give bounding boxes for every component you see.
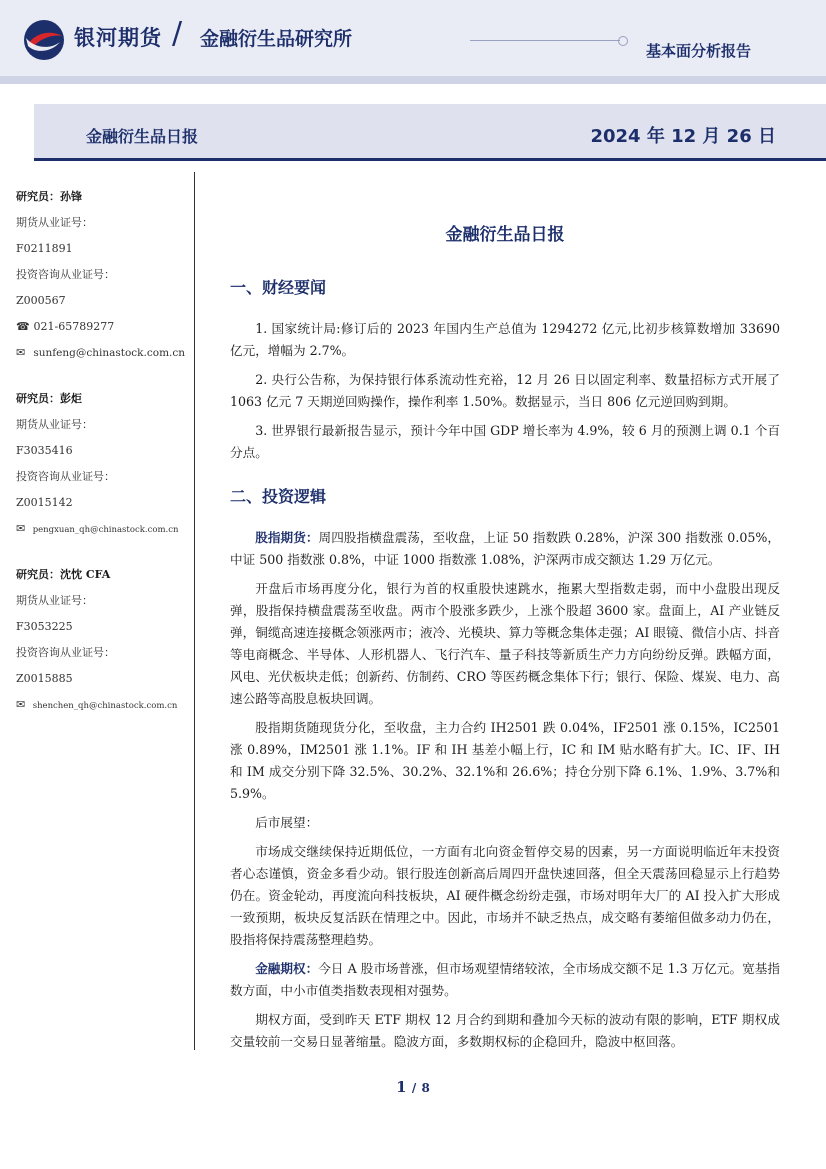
consult-license-id: Z000567 (16, 294, 66, 307)
options-text: 今日 A 股市场普涨，但市场观望情绪较浓，全市场成交额不足 1.3 万亿元。宽基指数方面，中小市值类指数表现相对强势。 (230, 961, 781, 998)
phone-number: 021-65789277 (33, 320, 115, 333)
total-pages: 8 (421, 1081, 430, 1095)
email-address[interactable]: shenchen_qh@chinastock.com.cn (32, 701, 178, 711)
report-date: 2024 年 12 月 26 日 (590, 126, 776, 147)
email-row (16, 522, 188, 548)
futures-license-id: F3035416 (16, 444, 73, 457)
outlook-paragraph: 市场成交继续保持近期低位，一方面有北向资金暂停交易的因素，另一方面说明临近年末投资者心态谨慎，资金多看少动。银行股连创新高后周四开盘快速回落，但全天震荡回稳显示上行趋势仍在。资金轮动，再度流向科技板块，AI 硬件概念纷纷走强，市场对明年大厂的 AI 投入扩大形成一致预期，板块反复活跃在情理之中。因此，市场并不缺乏热点，成交略有萎缩但做多动力仍在，股指将保持震荡整理趋势。 (230, 844, 780, 947)
futures-license-label: 期货从业证号： (16, 216, 93, 229)
consult-license-id: Z0015142 (16, 496, 73, 509)
institute-name: 金融衍生品研究所 (200, 28, 353, 50)
title-band-rule (34, 158, 826, 161)
market-review-paragraph: 开盘后市场再度分化，银行为首的权重股快速跳水，拖累大型指数走弱，而中小盘股出现反弹，股指保持横盘震荡至收盘。两市个股涨多跌少，上涨个股超 3600 家。盘面上，AI 产业链反弹，铜缆高速连接概念领涨两市；液冷、光模块、算力等概念集体走强；AI 眼镜、微信小店、抖音等电商概念、半导体、人形机器人、飞行汽车、量子科技等新质生产力方向纷纷反弹。跌幅方面，风电、光伏板块走低；创新药、仿制药、CRO 等医药概念集体下行；银行、保险、煤炭、电力、高速公路等高股息板块回调。 (230, 581, 780, 706)
column-divider (194, 172, 195, 1050)
email-row (16, 346, 188, 372)
options-volatility-paragraph: 期权方面，受到昨天 ETF 期权 12 月合约到期和叠加今天标的波动有限的影响，ETF 期权成交量较前一交易日显著缩量。隐波方面，多数期权标的企稳回升，隐波中枢回落。 (230, 1012, 780, 1049)
index-futures-lead: 股指期货： (255, 530, 319, 545)
options-paragraph (230, 958, 780, 1002)
futures-license-label: 期货从业证号： (16, 594, 93, 607)
index-futures-text: 周四股指横盘震荡，至收盘，上证 50 指数跌 0.28%，沪深 300 指数涨 0.05%，中证 500 指数涨 0.8%，中证 1000 指数涨 1.08%，沪深两市成交额达 1.29 万亿元。 (230, 530, 780, 567)
futures-license-id: F0211891 (16, 242, 73, 255)
consult-license-id: Z0015885 (16, 672, 73, 685)
outlook-label: 后市展望： (255, 815, 319, 830)
brand-separator: / (172, 16, 183, 51)
section-heading-news: 一、财经要闻 (230, 278, 327, 297)
email-icon: ✉ (16, 522, 26, 535)
analyst-name: 研究员：沈忱 CFA (16, 568, 111, 581)
page-number (0, 1078, 826, 1096)
report-type: 基本面分析报告 (646, 42, 752, 60)
galaxy-logo-icon (22, 18, 66, 62)
email-icon: ✉ (16, 346, 26, 359)
phone-icon: ☎ (16, 320, 30, 333)
index-futures-paragraph (230, 527, 780, 571)
analyst-block (16, 392, 188, 548)
email-icon: ✉ (16, 698, 26, 711)
current-page: 1 (396, 1078, 407, 1096)
news-item: 1. 国家统计局:修订后的 2023 年国内生产总值为 1294272 亿元,比初步核算数增加 33690 亿元，增幅为 2.7%。 (230, 321, 780, 358)
section-heading-logic: 二、投资逻辑 (230, 487, 327, 506)
document-title: 金融衍生品日报 (445, 225, 565, 245)
consult-license-label: 投资咨询从业证号： (16, 646, 115, 659)
analyst-sidebar (16, 190, 188, 724)
report-series-label: 金融衍生品日报 (86, 127, 199, 146)
main-content (230, 220, 780, 1060)
phone-row (16, 320, 188, 346)
decorative-circle (618, 36, 628, 46)
decorative-line (470, 40, 620, 41)
futures-license-id: F3053225 (16, 620, 73, 633)
analyst-name: 研究员：孙锋 (16, 190, 82, 203)
header-stripe (0, 76, 826, 84)
futures-license-label: 期货从业证号： (16, 418, 93, 431)
consult-license-label: 投资咨询从业证号： (16, 470, 115, 483)
news-item: 3. 世界银行最新报告显示，预计今年中国 GDP 增长率为 4.9%，较 6 月的预测上调 0.1 个百分点。 (230, 423, 780, 460)
analyst-block (16, 568, 188, 724)
futures-contracts-paragraph: 股指期货随现货分化，至收盘，主力合约 IH2501 跌 0.04%，IF2501 涨 0.15%，IC2501 涨 0.89%，IM2501 涨 1.1%。IF 和 IH 基差小幅上行，IC 和 IM 贴水略有扩大。IC、IF、IH 和 IM 成交分别下降 32.5%、30.2%、32.1%和 26.6%；持仓分别下降 6.1%、1.9%、3.7%和 5.9%。 (230, 720, 780, 801)
email-address[interactable]: sunfeng@chinastock.com.cn (33, 347, 186, 359)
consult-license-label: 投资咨询从业证号： (16, 268, 115, 281)
page-separator: / (411, 1081, 417, 1095)
email-row (16, 698, 188, 724)
analyst-block (16, 190, 188, 372)
options-lead: 金融期权： (255, 961, 319, 976)
news-item: 2. 央行公告称，为保持银行体系流动性充裕，12 月 26 日以固定利率、数量招标方式开展了 1063 亿元 7 天期逆回购操作，操作利率 1.50%。数据显示，当日 806 亿元逆回购到期。 (230, 372, 780, 409)
brand-name: 银河期货 (74, 26, 162, 50)
analyst-name: 研究员：彭炬 (16, 392, 82, 405)
email-address[interactable]: pengxuan_qh@chinastock.com.cn (32, 525, 179, 535)
